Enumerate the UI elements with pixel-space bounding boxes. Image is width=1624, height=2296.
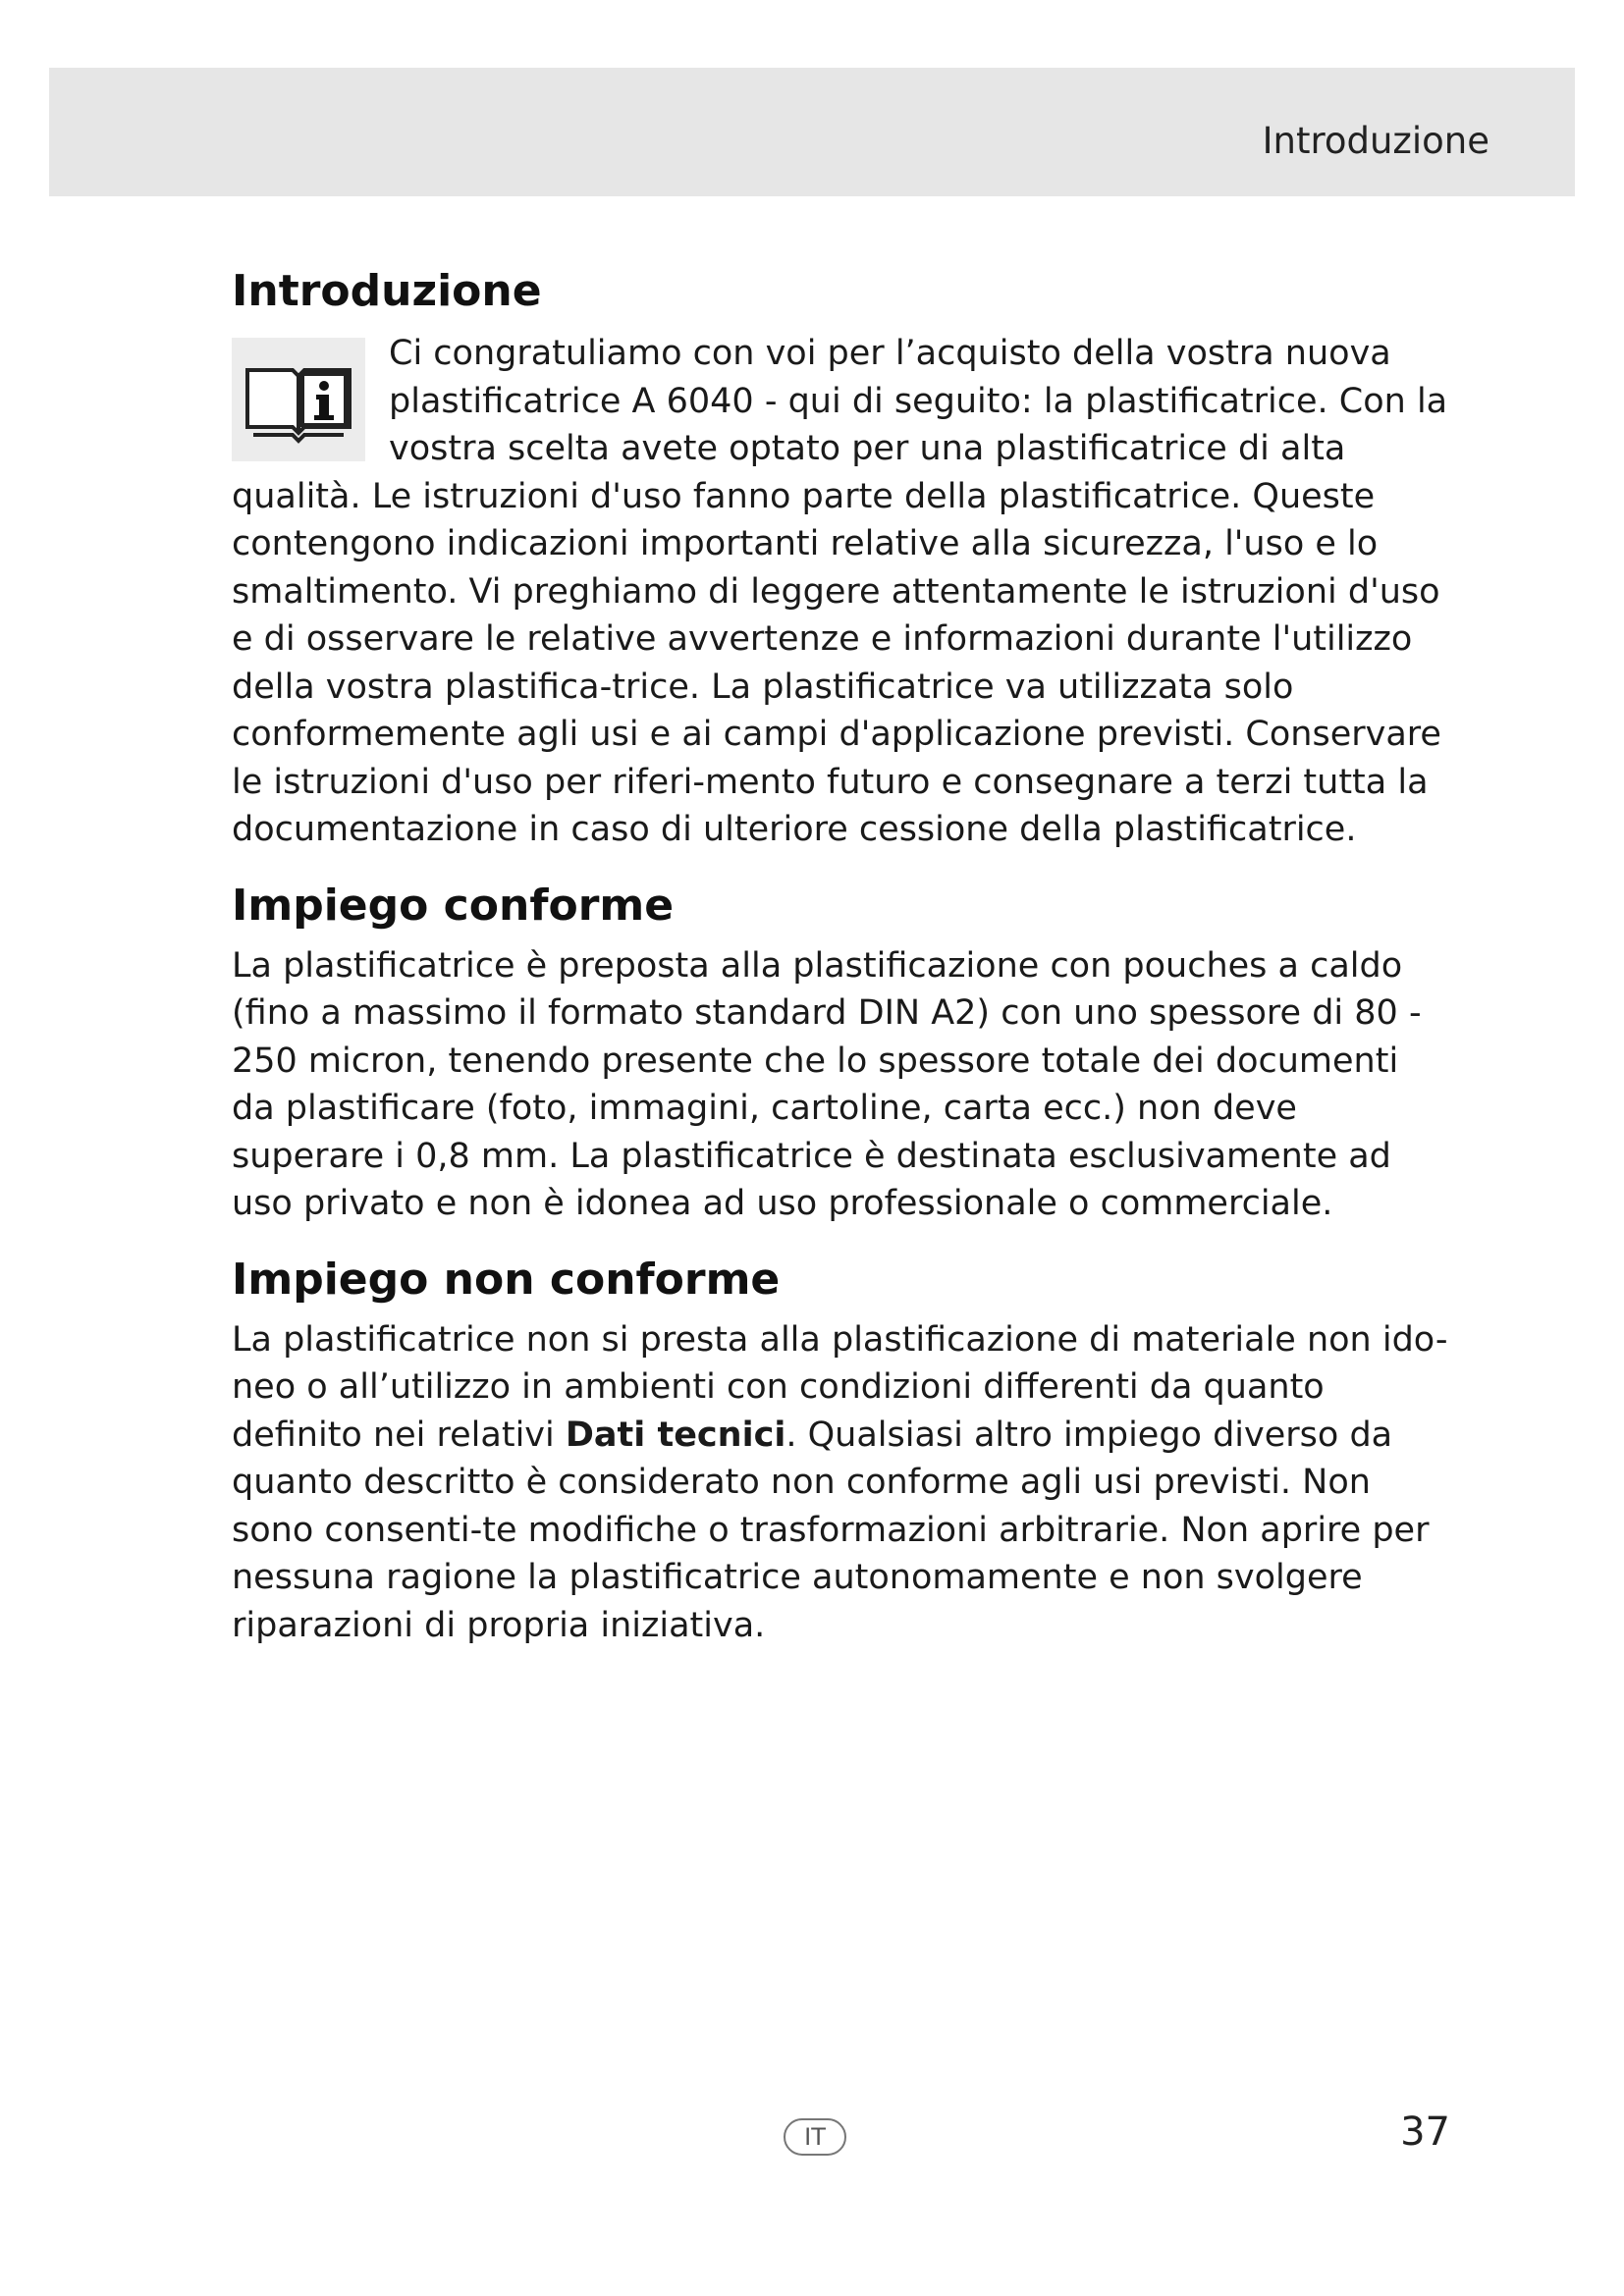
info-book-icon [232,338,365,461]
intended-use-paragraph: La plastificatrice è preposta alla plastificazione con pouches a caldo (fino a massimo il formato standard DIN A2) con uno spessore di 80 - 250 micron, tenendo presente che lo spessore totale dei documenti da plastificare (foto, immagini, cartoline, carta ecc.) non deve superare i 0,8 mm. La plastificatrice è destinata esclusivamente ad uso privato e non è idonea ad uso professionale o commerciale. [232,945,1422,1223]
improper-use-paragraph [232,1316,1449,1650]
technical-data-reference: Dati tecnici [565,1415,786,1455]
section-introduzione [232,265,1449,854]
intro-paragraph: Ci congratuliamo con voi per l’acquisto della vostra nuova plastificatrice A 6040 - qui di seguito: la plastificatrice. Con la vostra scelta avete optato per una plastificatrice di alta qualità. Le istruzioni d'uso fanno parte della plastificatrice. Queste contengono indicazioni importanti relative alla sicurezza, l'uso e lo smaltimento. Vi preghiamo di leggere attentamente le istruzioni d'uso e di osservare le relative avvertenze e informazioni durante l'utilizzo della vostra plastifica-trice. La plastificatrice va utilizzata solo conformemente agli usi e ai campi d'applicazione previsti. Conservare le istruzioni d'uso per riferi-mento futuro e consegnare a terzi tutta la documentazione in caso di ulteriore cessione della plastificatrice. [232,334,1448,849]
heading-impiego-conforme: Impiego conforme [232,880,675,931]
section-impiego-conforme [232,880,1449,1228]
heading-introduzione: Introduzione [232,266,542,316]
heading-impiego-non-conforme: Impiego non conforme [232,1254,781,1305]
section-impiego-non-conforme [232,1254,1449,1650]
running-header-title: Introduzione [1262,120,1489,162]
page-number: 37 [1400,2109,1450,2155]
language-badge: IT [784,2118,846,2156]
improper-use-text-end: . Qualsiasi altro impiego diverso da quanto descritto è considerato non conforme agli usi previsti. Non sono consenti-te modifiche o trasformazioni arbitrarie. Non aprire per nessuna ragione la plastificatrice autonomamente e non svolgere riparazioni di propria iniziativa. [232,1415,1430,1645]
improper-use-text-start: La plastificatrice non si presta alla plastificazione di materiale non ido-neo o all’utilizzo in ambienti con condizioni differenti da quanto definito nei relativi [232,1319,1448,1455]
page-content [232,265,1449,1649]
